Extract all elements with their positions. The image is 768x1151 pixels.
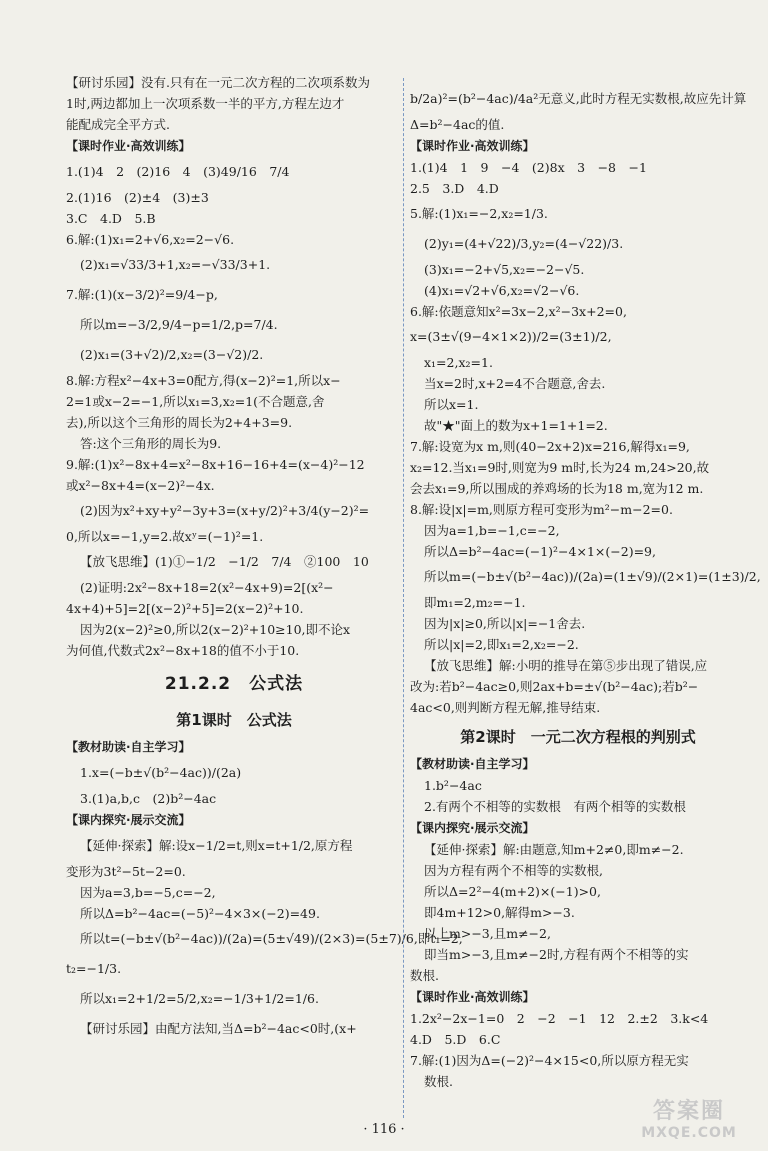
text-line: (4)x₁=√2+√6,x₂=√2−√6.	[424, 283, 580, 298]
text-line: 6.解:(1)x₁=2+√6,x₂=2−√6.	[66, 232, 235, 247]
text-line: 因为a=3,b=−5,c=−2,	[80, 885, 216, 900]
text-line: 2.5 3.D 4.D	[410, 181, 499, 196]
text-line: 【研讨乐园】没有.只有在一元二次方程的二次项系数为	[66, 75, 370, 90]
section-header: 【课内探究·展示交流】	[66, 813, 191, 827]
section-title: 21.2.2 公式法	[164, 674, 304, 694]
text-line: 1.x=(−b±√(b²−4ac))/(2a)	[80, 765, 242, 780]
section-header: 【教材助读·自主学习】	[410, 757, 535, 771]
text-line: 3.(1)a,b,c (2)b²−4ac	[80, 791, 217, 806]
text-line: 8.解:设|x|=m,则原方程可变形为m²−m−2=0.	[410, 502, 673, 517]
text-line: 1.2x²−2x−1=0 2 −2 −1 12 2.±2 3.k<4	[410, 1011, 709, 1026]
text-line: (2)y₁=(4+√22)/3,y₂=(4−√22)/3.	[424, 236, 624, 251]
text-line: (2)x₁=(3+√2)/2,x₂=(3−√2)/2.	[80, 347, 264, 362]
text-line: 去),所以这个三角形的周长为2+4+3=9.	[66, 415, 293, 430]
section-header: 【课时作业·高效训练】	[66, 139, 191, 153]
section-header: 【课时作业·高效训练】	[410, 990, 535, 1004]
section-header: 【课时作业·高效训练】	[410, 139, 535, 153]
text-line: 6.解:依题意知x²=3x−2,x²−3x+2=0,	[410, 304, 627, 319]
column-divider	[403, 78, 404, 1118]
text-line: 所以x=1.	[424, 397, 479, 412]
text-line: 【放飞思维】(1)①−1/2 −1/2 7/4 ②100 10	[80, 554, 369, 569]
text-line: 能配成完全平方式.	[66, 117, 170, 132]
text-line: 所以Δ=b²−4ac=(−5)²−4×3×(−2)=49.	[80, 906, 320, 921]
text-line: 以上m>−3,且m≠−2,	[424, 926, 551, 941]
text-line: 【延伸·探索】解:由题意,知m+2≠0,即m≠−2.	[424, 842, 684, 857]
text-line: 因为|x|≥0,所以|x|=−1舍去.	[424, 616, 586, 631]
text-line: (2)x₁=√33/3+1,x₂=−√33/3+1.	[80, 257, 271, 272]
text-line: 5.解:(1)x₁=−2,x₂=1/3.	[410, 206, 548, 221]
text-line: 所以m=−3/2,9/4−p=1/2,p=7/4.	[80, 317, 278, 332]
text-line: 因为2(x−2)²≥0,所以2(x−2)²+10≥10,即不论x	[80, 622, 351, 637]
text-line: Δ=b²−4ac的值.	[410, 117, 505, 132]
text-line: 2.有两个不相等的实数根 有两个相等的实数根	[424, 799, 686, 814]
text-line: 会去x₁=9,所以围成的养鸡场的长为18 m,宽为12 m.	[410, 481, 704, 496]
section-header: 【课内探究·展示交流】	[410, 821, 535, 835]
section-header: 【教材助读·自主学习】	[66, 740, 191, 754]
text-line: 4ac<0,则判断方程无解,推导结束.	[410, 700, 601, 715]
watermark-url: MXQE.COM	[641, 1125, 737, 1141]
text-line: 2.(1)16 (2)±4 (3)±3	[66, 190, 209, 205]
text-line: 7.解:设宽为x m,则(40−2x+2)x=216,解得x₁=9,	[410, 439, 690, 454]
right-column	[410, 84, 761, 1092]
text-line: (3)x₁=−2+√5,x₂=−2−√5.	[424, 262, 585, 277]
text-line: 所以|x|=2,即x₁=2,x₂=−2.	[424, 637, 579, 652]
text-line: 数根.	[424, 1074, 453, 1089]
lesson-title: 第1课时 公式法	[176, 711, 292, 729]
text-line: 当x=2时,x+2=4不合题意,舍去.	[424, 376, 606, 391]
text-line: 即4m+12>0,解得m>−3.	[424, 905, 575, 920]
text-line: 7.解:(1)(x−3/2)²=9/4−p,	[66, 287, 218, 302]
text-line: 所以Δ=b²−4ac=(−1)²−4×1×(−2)=9,	[424, 544, 656, 559]
text-line: (2)证明:2x²−8x+18=2(x²−4x+9)=2[(x²−	[80, 580, 334, 595]
text-line: 1时,两边都加上一次项系数一半的平方,方程左边才	[66, 96, 345, 111]
text-line: 数根.	[410, 968, 439, 983]
text-line: 3.C 4.D 5.B	[66, 211, 156, 226]
text-line: 0,所以x=−1,y=2.故xʸ=(−1)²=1.	[66, 529, 264, 544]
text-line: 4x+4)+5]=2[(x−2)²+5]=2(x−2)²+10.	[66, 601, 304, 616]
text-line: (2)因为x²+xy+y²−3y+3=(x+y/2)²+3/4(y−2)²=	[80, 503, 370, 518]
text-line: 或x²−8x+4=(x−2)²−4x.	[66, 478, 215, 493]
watermark	[624, 1094, 754, 1141]
text-line: 1.b²−4ac	[424, 778, 482, 793]
text-line: 所以x₁=2+1/2=5/2,x₂=−1/3+1/2=1/6.	[80, 991, 319, 1006]
page-number: · 116 ·	[363, 1122, 405, 1137]
text-line: t₂=−1/3.	[66, 961, 122, 976]
text-line: 2=1或x−2=−1,所以x₁=3,x₂=1(不合题意,舍	[66, 394, 325, 409]
text-line: 答:这个三角形的周长为9.	[80, 436, 222, 451]
text-line: 所以Δ=2²−4(m+2)×(−1)>0,	[424, 884, 601, 899]
text-line: b/2a)²=(b²−4ac)/4a²无意义,此时方程无实数根,故应先计算	[410, 91, 747, 106]
text-line: x₁=2,x₂=1.	[424, 355, 493, 370]
text-line: 因为a=1,b=−1,c=−2,	[424, 523, 560, 538]
text-line: 9.解:(1)x²−8x+4=x²−8x+16−16+4=(x−4)²−12	[66, 457, 365, 472]
text-line: x₂=12.当x₁=9时,则宽为9 m时,长为24 m,24>20,故	[410, 460, 710, 475]
text-line: 7.解:(1)因为Δ=(−2)²−4×15<0,所以原方程无实	[410, 1053, 689, 1068]
text-line: 所以m=(−b±√(b²−4ac))/(2a)=(1±√9)/(2×1)=(1±3)/2,	[424, 569, 761, 584]
text-line: 【研讨乐园】由配方法知,当Δ=b²−4ac<0时,(x+	[80, 1021, 357, 1036]
text-line: 【放飞思维】解:小明的推导在第⑤步出现了错误,应	[424, 658, 708, 673]
text-line: 因为方程有两个不相等的实数根,	[424, 863, 603, 878]
text-line: 4.D 5.D 6.C	[410, 1032, 501, 1047]
text-line: 变形为3t²−5t−2=0.	[66, 864, 186, 879]
text-line: 为何值,代数式2x²−8x+18的值不小于10.	[66, 643, 300, 658]
text-line: 1.(1)4 1 9 −4 (2)8x 3 −8 −1	[410, 160, 647, 175]
text-line: 故"★"面上的数为x+1=1+1=2.	[424, 418, 608, 433]
text-line: 8.解:方程x²−4x+3=0配方,得(x−2)²=1,所以x−	[66, 373, 341, 388]
text-line: 即m₁=2,m₂=−1.	[424, 595, 526, 610]
text-line: 改为:若b²−4ac≥0,则2ax+b=±√(b²−4ac);若b²−	[410, 679, 699, 694]
lesson-title: 第2课时 一元二次方程根的判别式	[460, 728, 696, 746]
watermark-logo: 答案圈	[652, 1099, 725, 1124]
text-line: x=(3±√(9−4×1×2))/2=(3±1)/2,	[410, 329, 612, 344]
text-line: 【延伸·探索】解:设x−1/2=t,则x=t+1/2,原方程	[80, 838, 353, 853]
text-line: 1.(1)4 2 (2)16 4 (3)49/16 7/4	[66, 164, 290, 179]
text-line: 所以t=(−b±√(b²−4ac))/(2a)=(5±√49)/(2×3)=(5±7)/6,即t₁=2,	[80, 931, 463, 946]
text-line: 即当m>−3,且m≠−2时,方程有两个不相等的实	[424, 947, 689, 962]
